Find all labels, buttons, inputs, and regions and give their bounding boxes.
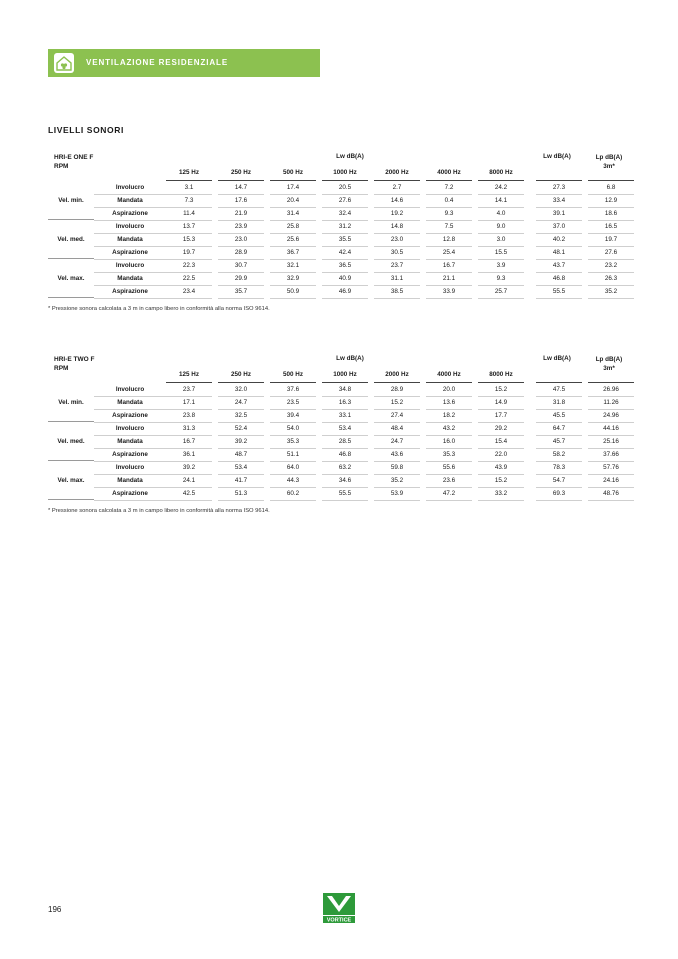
- band-value: 23.6: [426, 474, 472, 488]
- band-value: 23.7: [166, 383, 212, 397]
- band-value: 35.7: [218, 285, 264, 299]
- table-row: [48, 383, 628, 396]
- band-value: 39.2: [166, 461, 212, 475]
- lwa-header-rule: [536, 167, 582, 181]
- band-value: 13.7: [166, 220, 212, 234]
- table-1-note: * Pressione sonora calcolata a 3 m in campo libero in conformità alla norma ISO 9614.: [48, 306, 270, 312]
- lpa-value: 24.16: [588, 474, 634, 488]
- band-value: 42.4: [322, 246, 368, 260]
- band-value: 46.9: [322, 285, 368, 299]
- table-2-note: * Pressione sonora calcolata a 3 m in campo libero in conformità alla norma ISO 9614.: [48, 508, 270, 514]
- band-value: 53.4: [218, 461, 264, 475]
- band-value: 7.2: [426, 181, 472, 195]
- band-header: 8000 Hz: [478, 167, 524, 181]
- band-value: 59.8: [374, 461, 420, 475]
- band-value: 24.1: [166, 474, 212, 488]
- band-value: 14.6: [374, 194, 420, 208]
- lpa-value: 6.8: [588, 181, 634, 195]
- speed-group-label: Vel. max.: [57, 275, 85, 282]
- band-value: 48.7: [218, 448, 264, 462]
- band-value: 39.2: [218, 435, 264, 449]
- band-value: 60.2: [270, 487, 316, 501]
- band-value: 20.4: [270, 194, 316, 208]
- band-value: 53.4: [322, 422, 368, 436]
- table-row: [48, 396, 628, 409]
- band-value: 3.0: [478, 233, 524, 247]
- row-type: Aspirazione: [94, 246, 166, 260]
- lwa-value: 31.8: [536, 396, 582, 410]
- table-row: [48, 259, 628, 272]
- lpa-header-rule: [588, 369, 634, 383]
- table-row: [48, 272, 628, 285]
- lwa-value: 43.7: [536, 259, 582, 273]
- band-value: 32.9: [270, 272, 316, 286]
- band-value: 31.1: [374, 272, 420, 286]
- speed-group-label: Vel. med.: [57, 236, 85, 243]
- lpa-header-line2: 3m*: [603, 163, 615, 170]
- band-value: 23.0: [374, 233, 420, 247]
- lwa-value: 55.5: [536, 285, 582, 299]
- band-header: 500 Hz: [270, 167, 316, 181]
- band-header: 500 Hz: [270, 369, 316, 383]
- band-value: 23.7: [374, 259, 420, 273]
- lpa-value: 37.66: [588, 448, 634, 462]
- band-header: 1000 Hz: [322, 369, 368, 383]
- band-value: 41.7: [218, 474, 264, 488]
- lpa-value: 26.96: [588, 383, 634, 397]
- band-value: 42.5: [166, 487, 212, 501]
- row-type: Involucro: [94, 461, 166, 475]
- band-value: 32.4: [322, 207, 368, 221]
- table-row: [48, 487, 628, 500]
- band-value: 23.9: [218, 220, 264, 234]
- band-value: 2.7: [374, 181, 420, 195]
- lpa-value: 27.6: [588, 246, 634, 260]
- band-value: 20.0: [426, 383, 472, 397]
- row-type: Mandata: [94, 396, 166, 410]
- table-row: [48, 233, 628, 246]
- band-value: 35.2: [374, 474, 420, 488]
- lpa-header-line1: Lp dB(A): [595, 356, 623, 363]
- band-value: 44.3: [270, 474, 316, 488]
- band-value: 23.4: [166, 285, 212, 299]
- row-type: Involucro: [94, 259, 166, 273]
- speed-group-label: Vel. min.: [58, 197, 84, 204]
- band-value: 43.2: [426, 422, 472, 436]
- lwa-value: 46.8: [536, 272, 582, 286]
- band-value: 9.3: [426, 207, 472, 221]
- lpa-value: 57.76: [588, 461, 634, 475]
- row-type: Mandata: [94, 272, 166, 286]
- row-type: Aspirazione: [94, 409, 166, 423]
- table-row: [48, 207, 628, 220]
- band-value: 0.4: [426, 194, 472, 208]
- lw-band-header: Lw dB(A): [336, 153, 364, 160]
- table-row: [48, 220, 628, 233]
- row-type: Aspirazione: [94, 207, 166, 221]
- band-value: 25.4: [426, 246, 472, 260]
- band-value: 51.1: [270, 448, 316, 462]
- band-value: 36.1: [166, 448, 212, 462]
- lwa-value: 40.2: [536, 233, 582, 247]
- band-value: 15.4: [478, 435, 524, 449]
- row-type: Mandata: [94, 233, 166, 247]
- band-value: 39.4: [270, 409, 316, 423]
- band-value: 34.6: [322, 474, 368, 488]
- table-row: [48, 194, 628, 207]
- band-value: 54.0: [270, 422, 316, 436]
- band-value: 23.5: [270, 396, 316, 410]
- lpa-value: 23.2: [588, 259, 634, 273]
- band-value: 24.7: [218, 396, 264, 410]
- lwa-value: 48.1: [536, 246, 582, 260]
- band-value: 48.4: [374, 422, 420, 436]
- row-type: Involucro: [94, 220, 166, 234]
- band-value: 28.5: [322, 435, 368, 449]
- band-value: 51.3: [218, 487, 264, 501]
- band-value: 19.2: [374, 207, 420, 221]
- band-value: 31.3: [166, 422, 212, 436]
- model-name: HRI-E TWO F: [54, 356, 95, 363]
- lwa-value: 45.7: [536, 435, 582, 449]
- band-value: 3.9: [478, 259, 524, 273]
- band-value: 33.1: [322, 409, 368, 423]
- band-value: 63.2: [322, 461, 368, 475]
- band-value: 3.1: [166, 181, 212, 195]
- band-value: 18.2: [426, 409, 472, 423]
- table-row: [48, 409, 628, 422]
- table-row: [48, 435, 628, 448]
- band-value: 55.6: [426, 461, 472, 475]
- band-value: 32.1: [270, 259, 316, 273]
- band-value: 25.7: [478, 285, 524, 299]
- row-type: Mandata: [94, 435, 166, 449]
- band-value: 32.0: [218, 383, 264, 397]
- band-value: 15.2: [478, 383, 524, 397]
- band-value: 17.6: [218, 194, 264, 208]
- band-value: 33.9: [426, 285, 472, 299]
- section-banner: [48, 49, 320, 77]
- lwa-value: 78.3: [536, 461, 582, 475]
- speed-group-label: Vel. max.: [57, 477, 85, 484]
- band-value: 47.2: [426, 487, 472, 501]
- page-title: LIVELLI SONORI: [48, 125, 124, 135]
- band-value: 35.3: [426, 448, 472, 462]
- band-value: 36.5: [322, 259, 368, 273]
- band-value: 53.9: [374, 487, 420, 501]
- band-header: 2000 Hz: [374, 369, 420, 383]
- page-number: 196: [48, 905, 62, 914]
- band-value: 35.3: [270, 435, 316, 449]
- lwa-value: 33.4: [536, 194, 582, 208]
- band-value: 31.2: [322, 220, 368, 234]
- row-type: Mandata: [94, 194, 166, 208]
- band-value: 11.4: [166, 207, 212, 221]
- band-value: 17.4: [270, 181, 316, 195]
- lwa-value: 58.2: [536, 448, 582, 462]
- band-header: 125 Hz: [166, 167, 212, 181]
- band-value: 21.1: [426, 272, 472, 286]
- section-banner-title: VENTILAZIONE RESIDENZIALE: [86, 58, 229, 67]
- table-row: [48, 448, 628, 461]
- band-value: 21.9: [218, 207, 264, 221]
- band-value: 29.2: [478, 422, 524, 436]
- band-value: 64.0: [270, 461, 316, 475]
- band-value: 43.6: [374, 448, 420, 462]
- lpa-value: 19.7: [588, 233, 634, 247]
- band-value: 15.2: [478, 474, 524, 488]
- lpa-value: 44.16: [588, 422, 634, 436]
- band-value: 27.6: [322, 194, 368, 208]
- lwa-value: 54.7: [536, 474, 582, 488]
- band-value: 30.7: [218, 259, 264, 273]
- table-row: [48, 181, 628, 194]
- table-row: [48, 246, 628, 259]
- band-value: 14.1: [478, 194, 524, 208]
- lwa-value: 27.3: [536, 181, 582, 195]
- band-value: 25.6: [270, 233, 316, 247]
- table-row: [48, 422, 628, 435]
- lwa-value: 47.5: [536, 383, 582, 397]
- band-value: 55.5: [322, 487, 368, 501]
- band-value: 28.9: [374, 383, 420, 397]
- band-value: 14.9: [478, 396, 524, 410]
- band-value: 22.3: [166, 259, 212, 273]
- band-value: 17.1: [166, 396, 212, 410]
- band-value: 7.3: [166, 194, 212, 208]
- band-value: 13.6: [426, 396, 472, 410]
- band-header: 250 Hz: [218, 369, 264, 383]
- band-value: 23.8: [166, 409, 212, 423]
- band-value: 16.0: [426, 435, 472, 449]
- lpa-value: 25.16: [588, 435, 634, 449]
- band-value: 22.5: [166, 272, 212, 286]
- row-type: Involucro: [94, 181, 166, 195]
- band-value: 19.7: [166, 246, 212, 260]
- band-value: 4.0: [478, 207, 524, 221]
- row-type: Aspirazione: [94, 285, 166, 299]
- band-value: 52.4: [218, 422, 264, 436]
- lw-band-header: Lw dB(A): [336, 355, 364, 362]
- band-value: 14.8: [374, 220, 420, 234]
- lpa-value: 12.9: [588, 194, 634, 208]
- model-label: [54, 153, 93, 171]
- band-value: 22.0: [478, 448, 524, 462]
- lpa-value: 35.2: [588, 285, 634, 299]
- band-value: 28.9: [218, 246, 264, 260]
- band-value: 38.5: [374, 285, 420, 299]
- lpa-header-line1: Lp dB(A): [595, 154, 623, 161]
- table-row: [48, 285, 628, 298]
- logo-text: VORTICE: [326, 917, 352, 923]
- band-header: 1000 Hz: [322, 167, 368, 181]
- lwa-header-rule: [536, 369, 582, 383]
- band-value: 12.8: [426, 233, 472, 247]
- band-header: 2000 Hz: [374, 167, 420, 181]
- band-value: 37.6: [270, 383, 316, 397]
- rpm-label: RPM: [54, 163, 69, 170]
- lwa-value: 37.0: [536, 220, 582, 234]
- band-value: 34.8: [322, 383, 368, 397]
- band-value: 50.9: [270, 285, 316, 299]
- band-value: 9.3: [478, 272, 524, 286]
- model-name: HRI-E ONE F: [54, 154, 94, 161]
- band-value: 35.5: [322, 233, 368, 247]
- lwa-total-header: Lw dB(A): [543, 355, 571, 362]
- band-value: 27.4: [374, 409, 420, 423]
- vortice-logo-icon: [323, 893, 355, 923]
- band-value: 25.8: [270, 220, 316, 234]
- band-value: 36.7: [270, 246, 316, 260]
- table-row: [48, 461, 628, 474]
- row-type: Involucro: [94, 422, 166, 436]
- lpa-value: 16.5: [588, 220, 634, 234]
- speed-group-label: Vel. med.: [57, 438, 85, 445]
- band-value: 31.4: [270, 207, 316, 221]
- lwa-total-header: Lw dB(A): [543, 153, 571, 160]
- table-row: [48, 474, 628, 487]
- row-type: Mandata: [94, 474, 166, 488]
- band-value: 15.2: [374, 396, 420, 410]
- band-value: 15.3: [166, 233, 212, 247]
- band-value: 16.7: [426, 259, 472, 273]
- band-value: 29.9: [218, 272, 264, 286]
- band-value: 43.9: [478, 461, 524, 475]
- band-value: 16.7: [166, 435, 212, 449]
- band-value: 33.2: [478, 487, 524, 501]
- band-header: 250 Hz: [218, 167, 264, 181]
- band-value: 9.0: [478, 220, 524, 234]
- row-type: Involucro: [94, 383, 166, 397]
- row-type: Aspirazione: [94, 487, 166, 501]
- lwa-value: 69.3: [536, 487, 582, 501]
- band-header: 4000 Hz: [426, 369, 472, 383]
- lpa-value: 48.76: [588, 487, 634, 501]
- lpa-value: 26.3: [588, 272, 634, 286]
- band-value: 17.7: [478, 409, 524, 423]
- lpa-value: 24.96: [588, 409, 634, 423]
- house-leaf-icon: [54, 53, 74, 73]
- band-value: 30.5: [374, 246, 420, 260]
- band-header: 4000 Hz: [426, 167, 472, 181]
- rpm-label: RPM: [54, 365, 69, 372]
- band-value: 16.3: [322, 396, 368, 410]
- band-value: 23.0: [218, 233, 264, 247]
- band-value: 14.7: [218, 181, 264, 195]
- model-label: [54, 355, 94, 373]
- speed-group-label: Vel. min.: [58, 399, 84, 406]
- lpa-value: 11.26: [588, 396, 634, 410]
- band-value: 7.5: [426, 220, 472, 234]
- band-value: 32.5: [218, 409, 264, 423]
- lwa-value: 39.1: [536, 207, 582, 221]
- lwa-value: 64.7: [536, 422, 582, 436]
- row-type: Aspirazione: [94, 448, 166, 462]
- lwa-value: 45.5: [536, 409, 582, 423]
- band-value: 20.5: [322, 181, 368, 195]
- band-value: 24.2: [478, 181, 524, 195]
- lpa-header-rule: [588, 167, 634, 181]
- band-header: 125 Hz: [166, 369, 212, 383]
- lpa-header-line2: 3m*: [603, 365, 615, 372]
- lpa-value: 18.6: [588, 207, 634, 221]
- band-value: 46.8: [322, 448, 368, 462]
- band-header: 8000 Hz: [478, 369, 524, 383]
- band-value: 40.9: [322, 272, 368, 286]
- band-value: 15.5: [478, 246, 524, 260]
- band-value: 24.7: [374, 435, 420, 449]
